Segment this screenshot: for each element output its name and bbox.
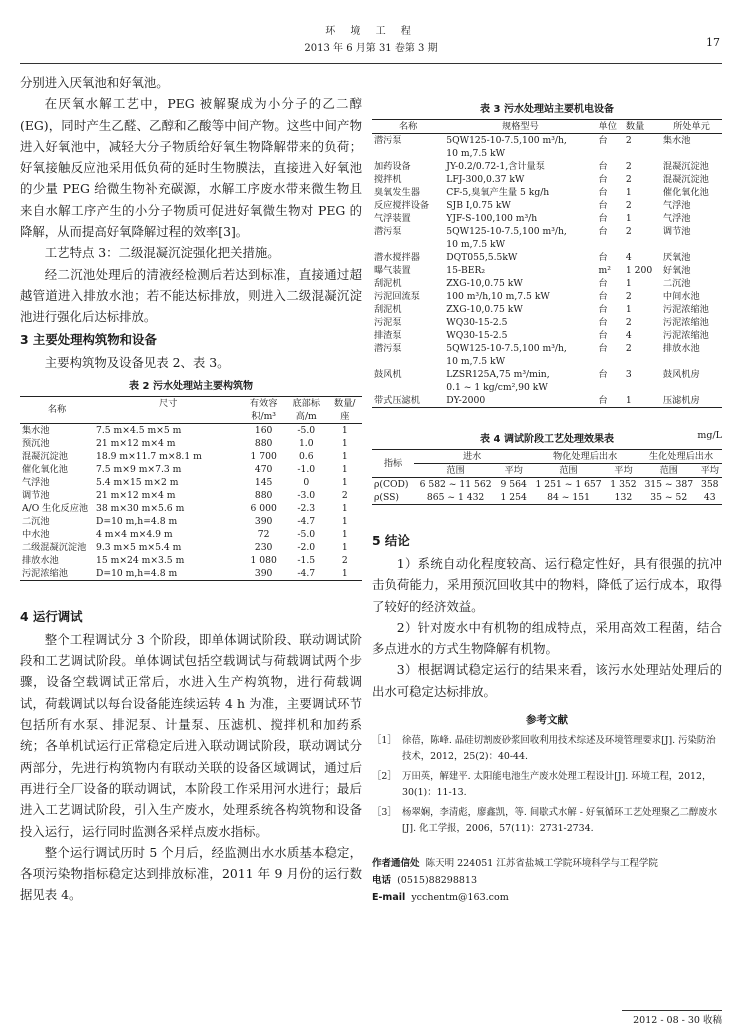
table-cell: 台 xyxy=(598,395,608,406)
table-row xyxy=(372,186,722,199)
col-header: 平均 xyxy=(698,464,722,478)
table-cell: 315 ~ 387 xyxy=(644,479,694,490)
table-cell: 4 xyxy=(625,330,632,341)
table-cell: 1 xyxy=(625,213,632,224)
table-cell xyxy=(661,381,722,394)
paragraph: 分别进入厌氧池和好氧池。 xyxy=(20,75,169,90)
table-cell: 865 ~ 1 432 xyxy=(426,492,485,503)
table-cell: ZXG-10,0.75 kW xyxy=(446,304,523,315)
paragraph: 整个运行调试历时 5 个月后，经监测出水水质基本稳定，各项污染物指标稳定达到排放标准，2011 年 9 月份的运行数据见表 4。 xyxy=(20,844,362,903)
table-row xyxy=(372,478,722,492)
paragraph: 经二沉池处理后的清液经检测后若达到标准，直接通过超越管道进入排放水池；若不能达标排放，则进入二级混凝沉淀池进行强化后达标排放。 xyxy=(20,266,362,325)
paragraph: 1）系统自动化程度较高、运行稳定性好，具有很强的抗冲击负荷能力，采用预沉回收其中的物料，降低了运行成本，取得了较好的经济效益。 xyxy=(372,556,722,614)
table-cell: 2 xyxy=(625,174,632,185)
table-cell: 145 xyxy=(254,476,273,488)
table-cell: WQ30-15-2.5 xyxy=(446,330,508,341)
table-cell xyxy=(372,147,444,160)
table-row xyxy=(372,491,722,505)
table-cell: 二沉池 xyxy=(662,278,691,289)
col-header: 有效容 积/m³ xyxy=(242,396,285,423)
reference-item xyxy=(372,733,722,765)
author-contact xyxy=(372,855,722,906)
reference-number: ［3］ xyxy=(372,807,397,819)
table-cell: 催化氧化池 xyxy=(22,463,68,475)
table-cell: 2 xyxy=(625,161,632,172)
reference-item xyxy=(372,769,722,801)
table-cell: 排放水池 xyxy=(22,554,59,566)
table-cell: WQ30-15-2.5 xyxy=(446,317,508,328)
table-row xyxy=(20,528,362,541)
col-header: 范围 xyxy=(530,464,607,478)
table-cell: -3.0 xyxy=(297,489,316,501)
table-cell: 台 xyxy=(598,304,608,315)
table-cell: 1 xyxy=(341,463,348,475)
table-cell xyxy=(624,355,661,368)
table-cell: 2 xyxy=(625,135,632,146)
table-cell: 21 m×12 m×4 m xyxy=(96,437,176,449)
table-row xyxy=(20,489,362,502)
issue-line: 2013 年 6 月第 31 卷第 3 期 xyxy=(304,43,438,54)
table-cell: 排渣泵 xyxy=(374,330,402,341)
email-label: E-mail xyxy=(372,892,406,904)
table-results xyxy=(372,449,722,505)
contact-label: 作者通信处 xyxy=(372,858,420,870)
table-cell: 污泥泵 xyxy=(374,317,402,328)
col-header: 所处单元 xyxy=(661,120,722,134)
table-cell: 1 xyxy=(341,528,348,540)
table-cell xyxy=(597,355,624,368)
table-cell: -5.0 xyxy=(297,528,316,540)
table-row xyxy=(372,238,722,251)
table-cell: 反应搅拌设备 xyxy=(374,200,430,211)
table-cell: D=10 m,h=4.8 m xyxy=(96,515,178,527)
table-row xyxy=(372,147,722,160)
col-header: 尺寸 xyxy=(94,396,242,423)
table-row xyxy=(20,554,362,567)
table-cell: 3 xyxy=(625,369,632,380)
table-cell: D=10 m,h=4.8 m xyxy=(96,567,178,579)
table-cell: 7.5 m×4.5 m×5 m xyxy=(96,424,182,436)
table-cell: 混凝沉淀池 xyxy=(662,174,709,185)
table-cell: 台 xyxy=(598,174,608,185)
table-cell: 132 xyxy=(614,492,633,503)
table-cell: 好氧池 xyxy=(662,265,691,276)
table-cell: 加药设备 xyxy=(374,161,411,172)
table-cell: 中间水池 xyxy=(662,291,700,302)
table-cell: 358 xyxy=(700,479,719,490)
col-header: 底部标 高/m xyxy=(285,396,328,423)
table-cell: 台 xyxy=(598,161,608,172)
table-cell: 排放水池 xyxy=(662,343,700,354)
table-cell: 台 xyxy=(598,213,608,224)
table-cell: 18.9 m×11.7 m×8.1 m xyxy=(96,450,202,462)
table-cell: 2 xyxy=(625,317,632,328)
table-cell: 混凝沉淀池 xyxy=(22,450,68,462)
table-cell: 气浮池 xyxy=(22,476,50,488)
table-cell: m² xyxy=(598,265,611,276)
table-cell: 21 m×12 m×4 m xyxy=(96,489,176,501)
col-header: 平均 xyxy=(497,464,530,478)
table-cell: 43 xyxy=(703,492,716,503)
table-row xyxy=(372,160,722,173)
table-cell: A/O 生化反应池 xyxy=(22,502,89,514)
table-row xyxy=(372,212,722,225)
table-cell: 污泥浓缩池 xyxy=(662,330,709,341)
table-cell: 厌氧池 xyxy=(662,252,691,263)
table-cell: 集水池 xyxy=(22,424,50,436)
table-equipment xyxy=(372,119,722,408)
table-cell: 二级混凝沉淀池 xyxy=(22,541,87,553)
table-cell: 潜污泵 xyxy=(374,226,402,237)
table-row xyxy=(20,476,362,489)
table-cell: 5QW125-10-7.5,100 m³/h, xyxy=(446,226,567,237)
table-caption: 表 4 调试阶段工艺处理效果表 xyxy=(480,434,614,445)
table-cell: 1 xyxy=(341,450,348,462)
table-cell: 10 m,7.5 kW xyxy=(446,356,506,367)
table-cell: -1.0 xyxy=(297,463,316,475)
table-cell: ρ(COD) xyxy=(374,479,409,490)
paragraph: 2）针对废水中有机物的组成特点，采用高效工程菌，结合多点进水的方式生物降解有机物。 xyxy=(372,619,722,657)
table-cell: 5QW125-10-7.5,100 m³/h, xyxy=(446,343,567,354)
table-cell: 气浮装置 xyxy=(374,213,411,224)
table-cell: 集水池 xyxy=(662,135,691,146)
reference-text: 万田英，解建平. 太阳能电池生产废水处理工程设计[J]. 环境工程，2012，30(1)：11-13. xyxy=(402,771,712,799)
contact-text: 陈天明 224051 江苏省盐城工学院环境科学与工程学院 xyxy=(425,858,658,870)
paragraph: 整个工程调试分 3 个阶段，即单体调试阶段、联动调试阶段和工艺调试阶段。单体调试包括空载调试与荷载调试两个步骤，设备空载调试正常后，水进入生产构筑物，进行荷载调试，荷载调试以每台设备能连续运转 4 h 为准，主要调试环节包括所有水泵、排泥泵、计量泵、压滤机、搅拌机和加药系统；各单机试运行正常稳定后进入联动调试阶段，联动调试分两部分，先进行构筑物内有联动关联的设备区域调试，通过后再进行全厂设备的联动调试，本阶段工作采用河水进行；最后进入工艺调试阶段，引入生产废水，处理系统各构筑物和设备投入运行，运行同时监测各采样点废水指标。 xyxy=(20,631,362,839)
table-cell: 38 m×30 m×5.6 m xyxy=(96,502,185,514)
table-row xyxy=(20,423,362,437)
col-header: 平均 xyxy=(607,464,640,478)
table-row xyxy=(372,199,722,212)
table-row xyxy=(20,502,362,515)
table-cell: 臭氧发生器 xyxy=(374,187,420,198)
table-cell: CF-5,臭氧产生量 5 kg/h xyxy=(446,187,550,198)
table-cell: 880 xyxy=(254,489,273,501)
table-cell: 1 xyxy=(341,502,348,514)
reference-text: 杨翠娴，李清彪，廖鑫凯，等. 间歇式水解 - 好氧循环工艺处理聚乙二醇废水[J]. 化工学报，2006，57(11)：2731-2734. xyxy=(402,807,718,835)
journal-title: 环 境 工 程 xyxy=(325,26,417,37)
table-cell xyxy=(372,238,444,251)
paragraph: 工艺特点 3：二级混凝沉淀强化把关措施。 xyxy=(44,245,280,261)
table-cell: 9.3 m×5 m×5.4 m xyxy=(96,541,182,553)
table-cell: LFJ-300,0.37 kW xyxy=(446,174,525,185)
reference-text: 徐蓓，陈峰. 晶硅切割废砂浆回收利用技术综述及环境管理要求[J]. 污染防治技术，2012，25(2)：40-44. xyxy=(402,735,716,763)
reference-number: ［1］ xyxy=(372,735,397,747)
table-cell: 1 200 xyxy=(625,265,653,276)
table-cell: 气浮池 xyxy=(662,200,691,211)
table-cell: -4.7 xyxy=(297,567,316,579)
table-cell: -2.0 xyxy=(297,541,316,553)
table-cell xyxy=(624,147,661,160)
table-cell: 4 xyxy=(625,252,632,263)
header-rule xyxy=(20,63,722,64)
table-cell: 2 xyxy=(625,291,632,302)
table-cell: ZXG-10,0.75 kW xyxy=(446,278,523,289)
table-row xyxy=(20,437,362,450)
table-row xyxy=(372,251,722,264)
table-row xyxy=(372,329,722,342)
right-column xyxy=(372,96,722,906)
col-header: 数量 xyxy=(624,120,661,134)
paragraph: 主要构筑物及设备见表 2、表 3。 xyxy=(44,354,230,370)
table-structures xyxy=(20,396,362,581)
table-cell: 6 000 xyxy=(250,502,277,514)
table-cell: 84 ~ 151 xyxy=(547,492,590,503)
table-cell: 390 xyxy=(254,567,273,579)
table-cell: 2 xyxy=(625,343,632,354)
table-cell: 鼓风机房 xyxy=(662,369,700,380)
col-header: 生化处理后出水 xyxy=(640,450,722,464)
table-cell: 台 xyxy=(598,226,608,237)
table-cell: 100 m³/h,10 m,7.5 kW xyxy=(446,291,550,302)
table-cell: 880 xyxy=(254,437,273,449)
col-header: 物化处理后出水 xyxy=(530,450,640,464)
table-cell: 5.4 m×15 m×2 m xyxy=(96,476,179,488)
table-row xyxy=(372,134,722,148)
page-number: 17 xyxy=(706,36,720,49)
table-row xyxy=(372,225,722,238)
table-cell: 7.5 m×9 m×7.3 m xyxy=(96,463,182,475)
reference-number: ［2］ xyxy=(372,771,397,783)
table-cell: 调节池 xyxy=(662,226,691,237)
table-cell: 470 xyxy=(254,463,273,475)
table-cell: 15-BER₂ xyxy=(446,265,486,276)
table-row xyxy=(372,355,722,368)
table-row xyxy=(20,463,362,476)
table-row xyxy=(372,381,722,394)
table-cell: 污泥回流泵 xyxy=(374,291,420,302)
table-row xyxy=(20,567,362,581)
table-cell xyxy=(661,147,722,160)
table-cell: LZSR125A,75 m³/min, xyxy=(446,369,550,380)
table-cell: 搅拌机 xyxy=(374,174,402,185)
table-cell: 台 xyxy=(598,278,608,289)
table-cell xyxy=(597,238,624,251)
paragraph: 在厌氧水解工艺中，PEG 被解聚成为小分子的乙二醇(EG)，同时产生乙醛、乙醇和乙酸等中间产物。这些中间产物进入好氧池中，减轻大分子物质给好氧生物降解带来的负荷；好氧接触反应池采用低负荷的延时生物膜法，直接进入好氧池的少量 PEG 给微生物补充碳源，水解工序废水带来微生物且来自水解工序产生的小分子物质可促进好氧微生物对 PEG 的降解，从而提高好氧降解过程的效率[3]。 xyxy=(20,96,362,240)
table-cell: 刮泥机 xyxy=(374,304,402,315)
table-cell: 1 xyxy=(341,515,348,527)
table-cell: 0.6 xyxy=(298,450,314,462)
table-cell: 72 xyxy=(257,528,270,540)
table-cell: 台 xyxy=(598,369,608,380)
table-row xyxy=(372,316,722,329)
left-column xyxy=(20,72,362,906)
table-cell xyxy=(624,381,661,394)
page-header xyxy=(0,22,742,54)
table-cell: 4 m×4 m×4.9 m xyxy=(96,528,173,540)
table-row xyxy=(372,277,722,290)
table-cell: 390 xyxy=(254,515,273,527)
col-header: 名称 xyxy=(372,120,444,134)
phone-text: (0515)88298813 xyxy=(397,875,478,887)
table-cell: ρ(SS) xyxy=(374,492,399,503)
section-heading: 5 结论 xyxy=(372,533,410,548)
table-cell: 1 xyxy=(341,437,348,449)
table-caption: 表 2 污水处理站主要构筑物 xyxy=(129,380,253,392)
table-cell: 潜水搅拌器 xyxy=(374,252,420,263)
table-cell: 10 m,7.5 kW xyxy=(446,239,506,250)
table-cell: 气浮池 xyxy=(662,213,691,224)
table-cell: 台 xyxy=(598,187,608,198)
table-cell: 催化氧化池 xyxy=(662,187,709,198)
table-cell: 压滤机房 xyxy=(662,395,700,406)
table-cell xyxy=(661,238,722,251)
table-row xyxy=(20,541,362,554)
references-title: 参考文献 xyxy=(526,714,568,727)
table-cell xyxy=(372,381,444,394)
table-cell: 1 251 ~ 1 657 xyxy=(535,479,602,490)
table-cell: SJB Ⅰ,0.75 kW xyxy=(446,200,511,211)
table-cell: -5.0 xyxy=(297,424,316,436)
table-cell: 9 564 xyxy=(500,479,527,490)
table-cell xyxy=(597,147,624,160)
table-row xyxy=(372,303,722,316)
table-cell: 中水池 xyxy=(22,528,50,540)
phone-label: 电话 xyxy=(372,875,392,887)
col-header: 范围 xyxy=(640,464,698,478)
table-row xyxy=(372,264,722,277)
email-text[interactable]: ycchentm@163.com xyxy=(411,892,509,904)
table-cell: 1.0 xyxy=(298,437,314,449)
table-cell: 1 254 xyxy=(500,492,527,503)
table-cell: 2 xyxy=(341,554,348,566)
table-cell: 1 xyxy=(625,304,632,315)
col-header: 进水 xyxy=(414,450,530,464)
table-cell: 刮泥机 xyxy=(374,278,402,289)
table-cell: 0.1 ~ 1 kg/cm²,90 kW xyxy=(446,382,548,393)
table-cell: 15 m×24 m×3.5 m xyxy=(96,554,185,566)
table-cell: 1 xyxy=(625,187,632,198)
table-cell: -1.5 xyxy=(297,554,316,566)
table-cell: 二沉池 xyxy=(22,515,50,527)
table-cell: 污泥浓缩池 xyxy=(662,304,709,315)
table-cell: 污泥浓缩池 xyxy=(662,317,709,328)
table-cell: 潜污泵 xyxy=(374,343,402,354)
paragraph: 3）根据调试稳定运行的结果来看，该污水处理站处理后的出水可稳定达标排放。 xyxy=(372,662,722,699)
table-row xyxy=(372,368,722,381)
table-cell: 台 xyxy=(598,291,608,302)
table-cell: 台 xyxy=(598,330,608,341)
table-row xyxy=(20,450,362,463)
table-cell: 混凝沉淀池 xyxy=(662,161,709,172)
col-header: 数量/ 座 xyxy=(328,396,362,423)
table-cell: 5QW125-10-7.5,100 m³/h, xyxy=(446,135,567,146)
table-cell: 1 xyxy=(341,541,348,553)
table-caption: 表 3 污水处理站主要机电设备 xyxy=(480,104,614,115)
table-cell: 0 xyxy=(303,476,310,488)
received-date: 2012 - 08 - 30 收稿 xyxy=(622,1010,722,1026)
table-cell: 2 xyxy=(625,226,632,237)
table-cell: 1 xyxy=(625,278,632,289)
table-row xyxy=(372,394,722,408)
table-cell: 1 xyxy=(341,567,348,579)
table-cell: 调节池 xyxy=(22,489,50,501)
table-row xyxy=(372,173,722,186)
table-cell: 1 xyxy=(341,424,348,436)
table-cell: -2.3 xyxy=(297,502,316,514)
table-cell: DY-2000 xyxy=(446,395,486,406)
col-header: 指标 xyxy=(372,450,414,478)
table-cell: YJF-S-100,100 m³/h xyxy=(446,213,538,224)
reference-item xyxy=(372,805,722,837)
table-cell: 台 xyxy=(598,200,608,211)
table-row xyxy=(372,342,722,355)
reference-list xyxy=(372,733,722,837)
table-row xyxy=(372,290,722,303)
table-unit: mg/L xyxy=(697,430,722,441)
section-heading: 4 运行调试 xyxy=(20,608,83,624)
table-cell: 潜污泵 xyxy=(374,135,402,146)
table-cell: 1 xyxy=(625,395,632,406)
table-cell: 预沉池 xyxy=(22,437,50,449)
table-cell: 1 xyxy=(341,476,348,488)
table-cell: JY-0.2/0.72-1,含计量泵 xyxy=(446,161,545,172)
table-cell: 曝气装置 xyxy=(374,265,411,276)
table-cell: DQT055,5.5kW xyxy=(446,252,518,263)
table-cell xyxy=(372,355,444,368)
table-cell: 带式压滤机 xyxy=(374,395,420,406)
table-cell: 2 xyxy=(625,200,632,211)
table-cell: 1 700 xyxy=(250,450,277,462)
table-cell: 台 xyxy=(598,135,608,146)
table-cell xyxy=(597,381,624,394)
col-header: 名称 xyxy=(20,396,94,423)
table-cell: -4.7 xyxy=(297,515,316,527)
table-cell: 台 xyxy=(598,317,608,328)
table-cell: 10 m,7.5 kW xyxy=(446,148,506,159)
table-cell: 230 xyxy=(254,541,273,553)
table-cell xyxy=(661,355,722,368)
col-header: 范围 xyxy=(414,464,497,478)
table-row xyxy=(20,515,362,528)
table-cell: 鼓风机 xyxy=(374,369,402,380)
table-cell: 1 080 xyxy=(250,554,277,566)
table-cell xyxy=(624,238,661,251)
table-cell: 1 352 xyxy=(610,479,637,490)
table-cell: 6 582 ~ 11 562 xyxy=(419,479,492,490)
section-heading: 3 主要处理构筑物和设备 xyxy=(20,331,157,347)
col-header: 规格型号 xyxy=(444,120,596,134)
col-header: 单位 xyxy=(597,120,624,134)
table-cell: 台 xyxy=(598,343,608,354)
table-cell: 35 ~ 52 xyxy=(650,492,688,503)
table-cell: 污泥浓缩池 xyxy=(22,567,68,579)
table-cell: 台 xyxy=(598,252,608,263)
table-cell: 2 xyxy=(341,489,348,501)
table-cell: 160 xyxy=(254,424,273,436)
